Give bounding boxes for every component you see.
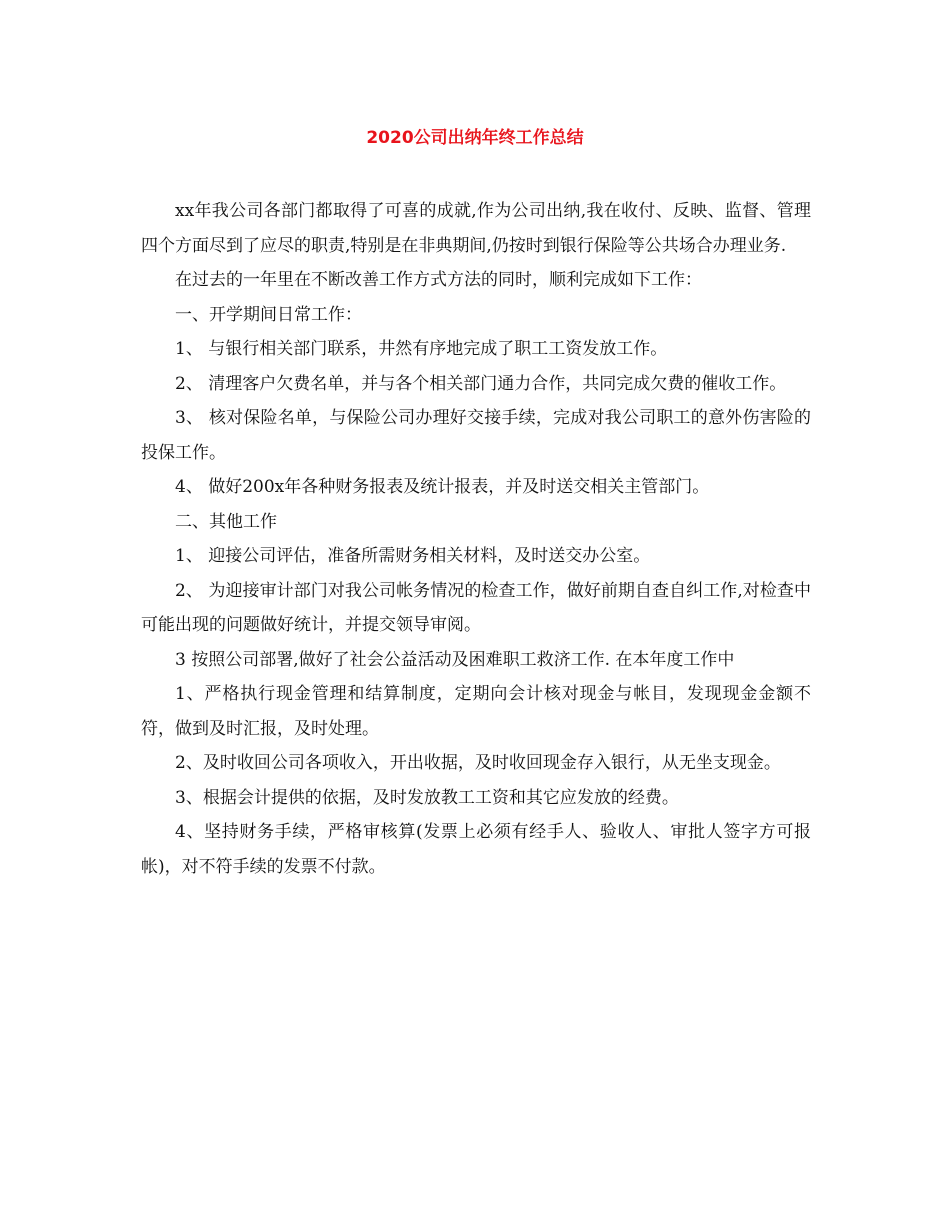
paragraph-intro: xx年我公司各部门都取得了可喜的成就,作为公司出纳,我在收付、反映、监督、管理四个方面尽到了应尽的职责,特别是在非典期间,仍按时到银行保险等公共场合办理业务. (141, 201, 811, 256)
document-body (141, 194, 811, 884)
list-item: 1、 迎接公司评估，准备所需财务相关材料，及时送交办公室。 (175, 546, 651, 566)
paragraph-summary-lead: 在过去的一年里在不断改善工作方式方法的同时，顺利完成如下工作： (175, 270, 702, 290)
list-item: 1、 与银行相关部门联系，井然有序地完成了职工工资发放工作。 (175, 339, 668, 359)
list-item: 4、 做好200x年各种财务报表及统计报表，并及时送交相关主管部门。 (175, 477, 710, 497)
list-item: 3、 核对保险名单，与保险公司办理好交接手续，完成对我公司职工的意外伤害险的投保工作。 (141, 408, 811, 463)
section-heading-other-work: 二、其他工作 (175, 511, 277, 532)
document-title: 2020公司出纳年终工作总结 (366, 128, 584, 148)
list-item: 1、严格执行现金管理和结算制度，定期向会计核对现金与帐目，发现现金金额不符，做到及时汇报，及时处理。 (141, 684, 811, 739)
list-item: 4、坚持财务手续，严格审核算(发票上必须有经手人、验收人、审批人签字方可报帐)，对不符手续的发票不付款。 (141, 822, 811, 877)
section-heading-daily-work: 一、开学期间日常工作： (175, 304, 362, 325)
list-item: 2、及时收回公司各项收入，开出收据，及时收回现金存入银行，从无坐支现金。 (175, 753, 781, 773)
list-item: 2、 清理客户欠费名单，并与各个相关部门通力合作，共同完成欠费的催收工作。 (175, 373, 787, 394)
list-item: 2、 为迎接审计部门对我公司帐务情况的检查工作，做好前期自查自纠工作,对检查中可能出现的问题做好统计，并提交领导审阅。 (141, 580, 811, 635)
list-item: 3 按照公司部署,做好了社会公益活动及困难职工救济工作. 在本年度工作中 (175, 649, 735, 670)
list-item: 3、根据会计提供的依据，及时发放教工工资和其它应发放的经费。 (175, 787, 679, 808)
